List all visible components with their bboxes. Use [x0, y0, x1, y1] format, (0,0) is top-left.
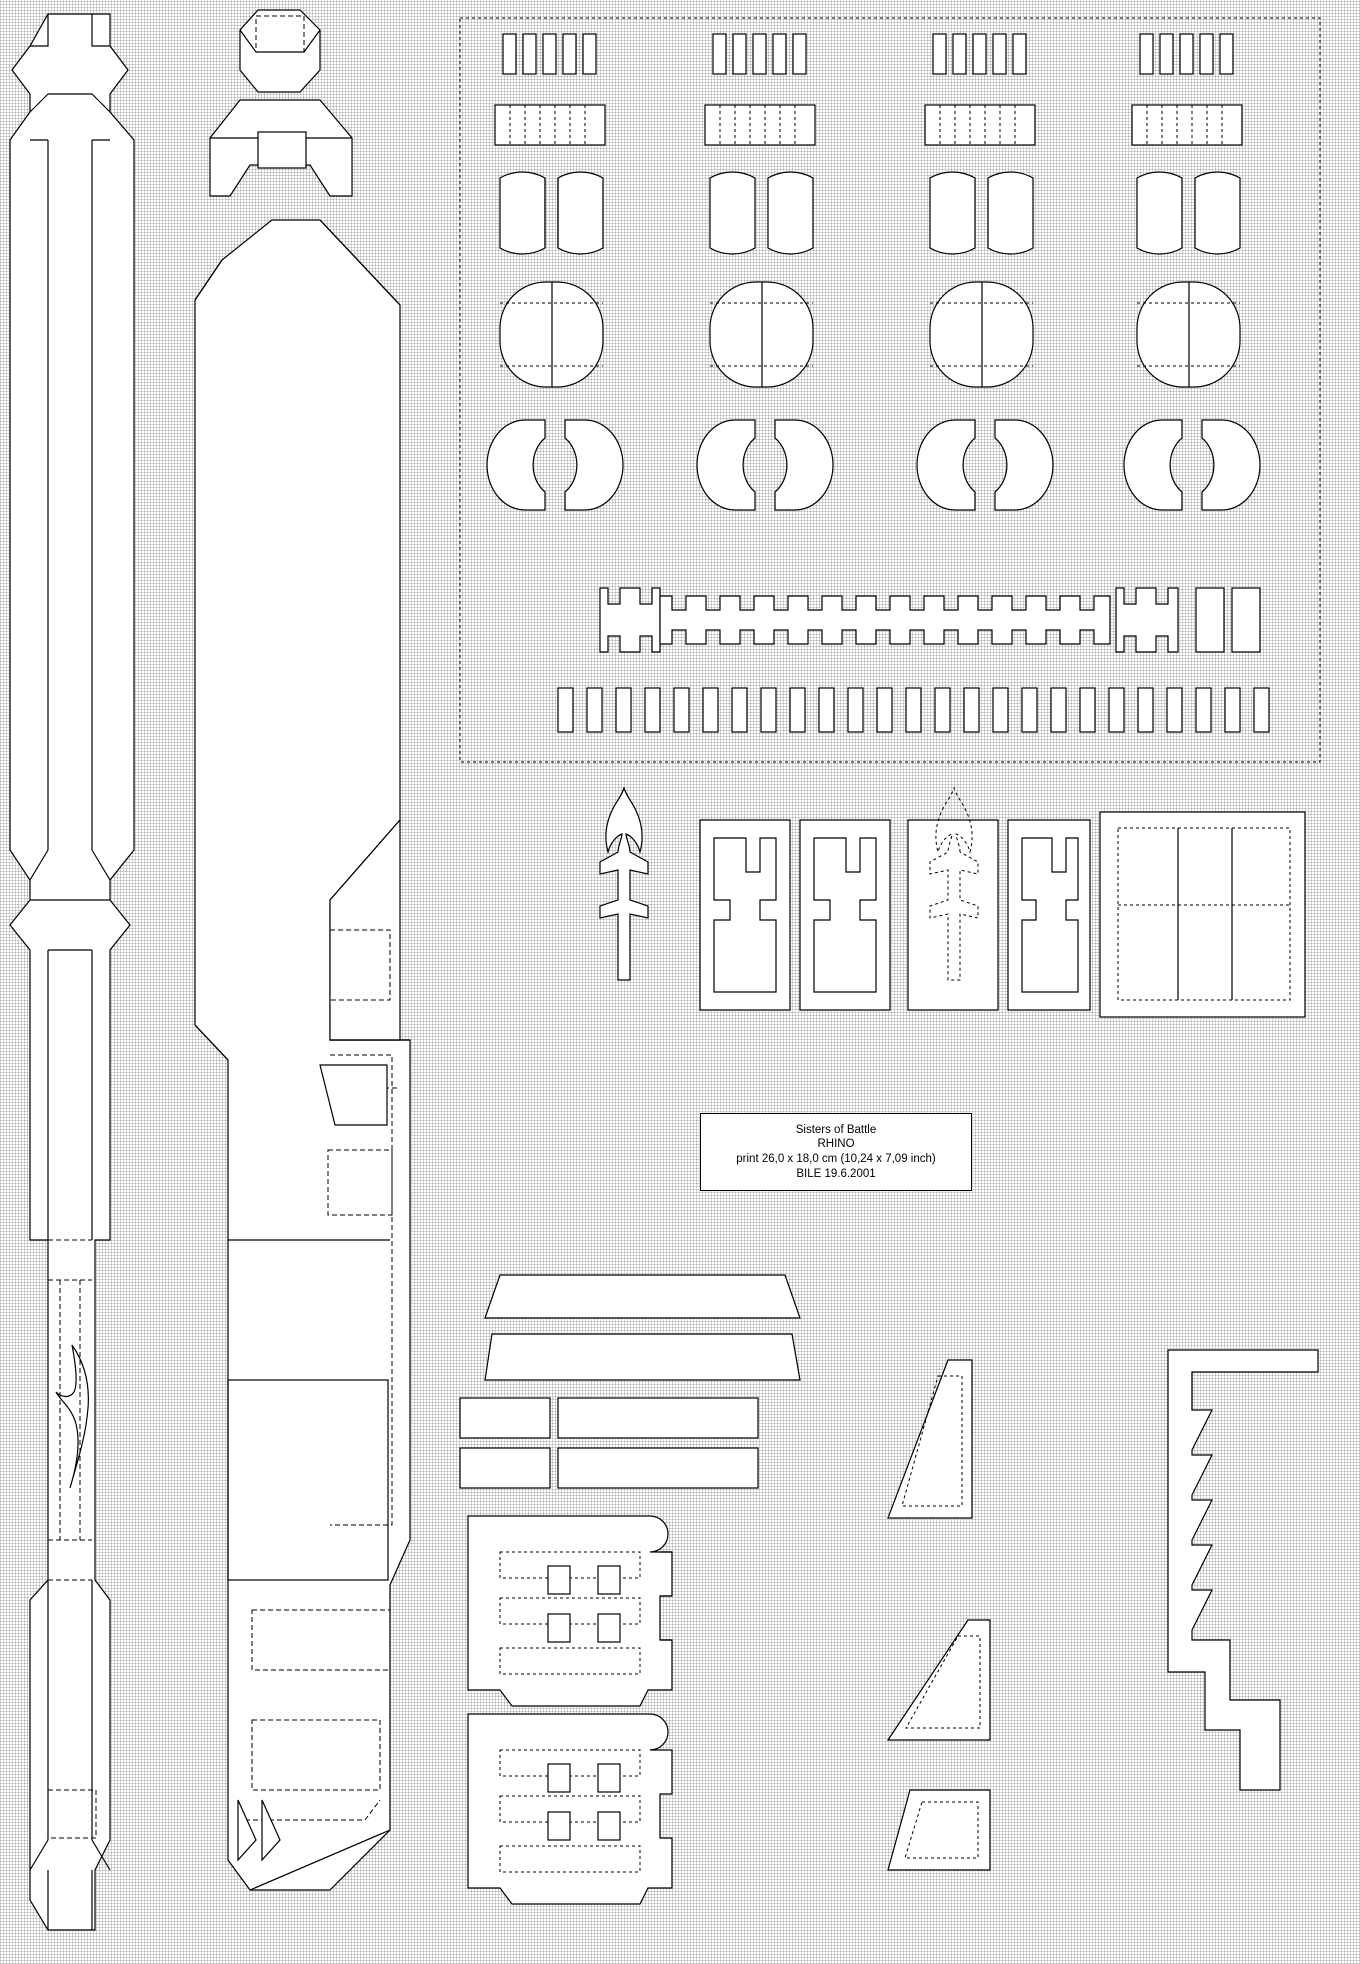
title-block-line-4: BILE 19.6.2001 — [796, 1167, 876, 1180]
track-castellated-strip — [600, 588, 1260, 652]
title-block-line-1: Sisters of Battle — [795, 1123, 877, 1136]
track-link-bars-row1 — [503, 34, 1233, 74]
roadwheel-capsules-row4 — [500, 282, 1240, 387]
plate-parts — [460, 1275, 800, 1488]
roadwheel-halves-row3 — [500, 172, 1240, 254]
small-box-part — [210, 10, 352, 196]
roadwheel-rings-row5 — [487, 420, 1260, 510]
saw-strip-part — [1168, 1350, 1318, 1790]
detail-parts-left — [468, 1516, 672, 1904]
track-plate-row2 — [495, 105, 1242, 145]
track-link-bars-row7 — [558, 688, 1269, 732]
hull-side-panel-left — [10, 14, 134, 1930]
hull-side-panel-right — [195, 220, 410, 1890]
fleur-de-lys-emblems — [600, 788, 1305, 1017]
title-block-line-3: print 26,0 x 18,0 cm (10,24 x 7,09 inch) — [736, 1153, 936, 1165]
title-block — [700, 1113, 972, 1191]
title-block-line-2: RHINO — [817, 1138, 855, 1151]
detail-parts-right — [888, 1360, 990, 1870]
